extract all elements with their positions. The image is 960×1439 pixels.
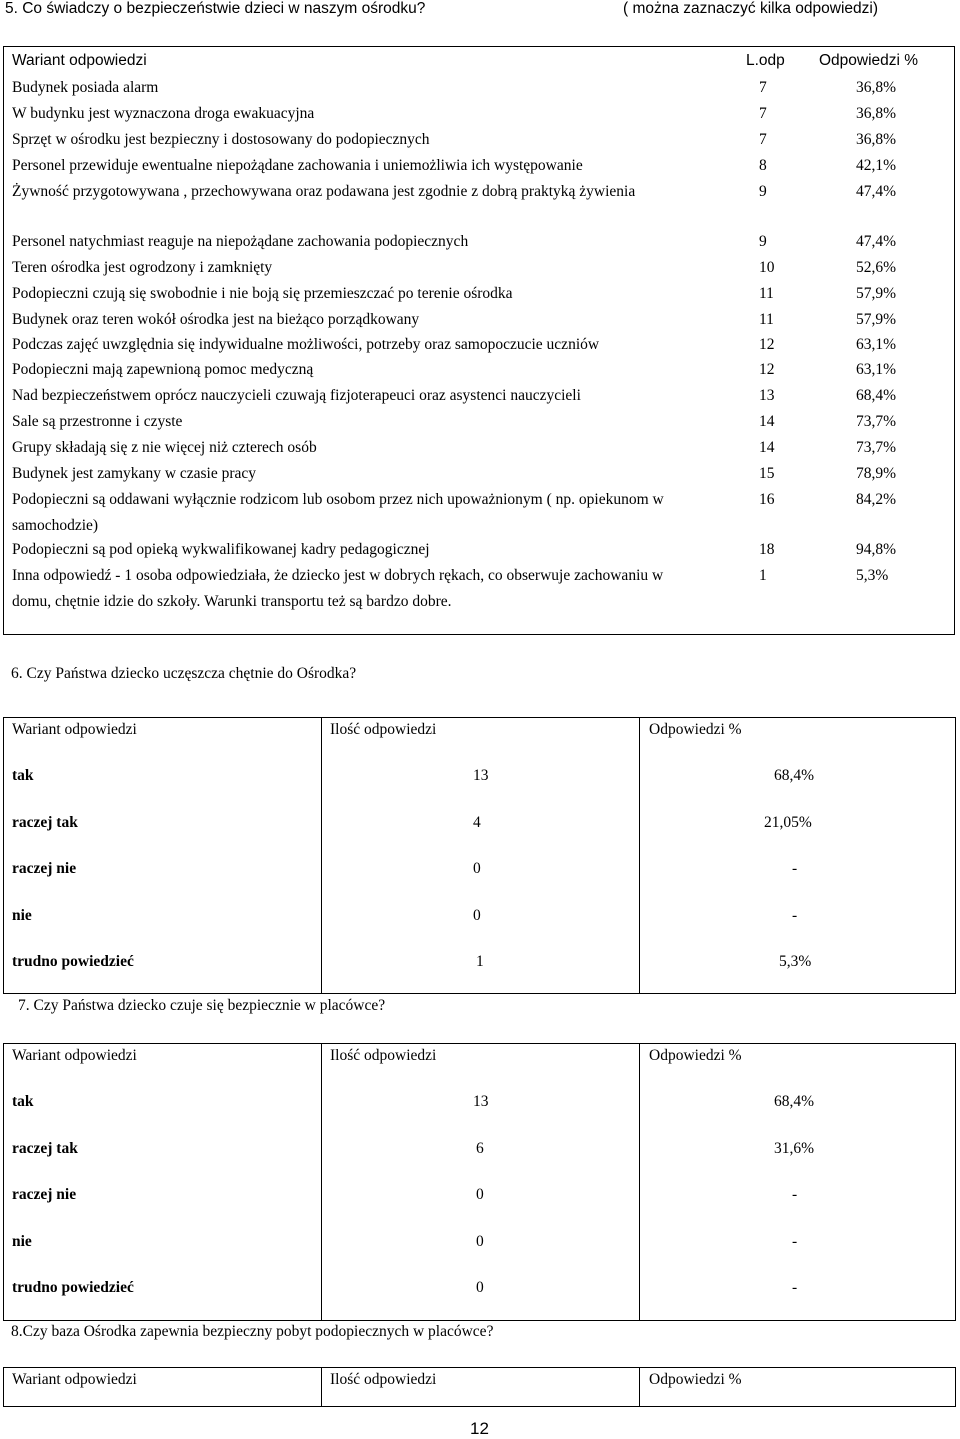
column-divider xyxy=(321,1368,322,1406)
row-variant: Personel natychmiast reaguje na niepożądane zachowania podopiecznych xyxy=(12,233,469,250)
column-divider xyxy=(321,718,322,993)
row-count: 11 xyxy=(759,285,774,302)
row-variant: Podopieczni są oddawani wyłącznie rodzicom lub osobom przez nich upoważnionym ( np. opiekunom w samochodzie) xyxy=(12,491,664,534)
row-percent: - xyxy=(792,1186,798,1203)
row-percent: - xyxy=(792,1279,798,1296)
row-variant: nie xyxy=(12,907,32,924)
row-variant: Sprzęt w ośrodku jest bezpieczny i dostosowany do podopiecznych xyxy=(12,131,430,148)
row-percent: 36,8% xyxy=(856,105,897,122)
header-count: Ilość odpowiedzi xyxy=(330,721,437,738)
q7-table xyxy=(3,1043,956,1321)
row-variant: Budynek jest zamykany w czasie pracy xyxy=(12,465,257,482)
row-count: 12 xyxy=(759,361,775,378)
row-percent: 42,1% xyxy=(856,157,897,174)
row-variant: Inna odpowiedź - 1 osoba odpowiedziała, że dziecko jest w dobrych rękach, co obserwuje zachowaniu w domu, chętnie idzie do szkoły. Warunki transportu też są bardzo dobre. xyxy=(12,567,664,610)
row-percent: 78,9% xyxy=(856,465,897,482)
row-count: 0 xyxy=(476,1186,484,1203)
header-count: Ilość odpowiedzi xyxy=(330,1047,437,1064)
row-percent: - xyxy=(792,1233,798,1250)
row-variant: raczej tak xyxy=(12,1140,78,1157)
row-percent: 84,2% xyxy=(856,491,897,508)
row-variant: W budynku jest wyznaczona droga ewakuacyjna xyxy=(12,105,315,122)
row-count: 8 xyxy=(759,157,767,174)
row-percent: 68,4% xyxy=(856,387,897,404)
q6-title: 6. Czy Państwa dziecko uczęszcza chętnie do Ośrodka? xyxy=(11,665,357,682)
row-percent: 31,6% xyxy=(774,1140,815,1157)
row-variant: Sale są przestronne i czyste xyxy=(12,413,183,430)
row-percent: 36,8% xyxy=(856,131,897,148)
column-divider xyxy=(321,1044,322,1320)
row-percent: 94,8% xyxy=(856,541,897,558)
row-percent: 52,6% xyxy=(856,259,897,276)
row-variant: Podczas zajęć uwzględnia się indywidualne możliwości, potrzeby oraz samopoczucie uczniów xyxy=(12,336,600,353)
header-count: L.odp xyxy=(746,52,785,69)
row-count: 13 xyxy=(473,1093,489,1110)
row-variant: tak xyxy=(12,1093,34,1110)
row-count: 0 xyxy=(476,1233,484,1250)
row-variant: Żywność przygotowywana , przechowywana oraz podawana jest zgodnie z dobrą praktyką żywienia xyxy=(12,183,636,200)
column-divider xyxy=(639,718,640,993)
row-count: 6 xyxy=(476,1140,484,1157)
header-variant: Wariant odpowiedzi xyxy=(12,721,137,738)
row-variant: trudno powiedzieć xyxy=(12,1279,134,1296)
row-count: 12 xyxy=(759,336,775,353)
row-count: 4 xyxy=(473,814,481,831)
q8-title: 8.Czy baza Ośrodka zapewnia bezpieczny pobyt podopiecznych w placówce? xyxy=(11,1323,494,1340)
q7-title: 7. Czy Państwa dziecko czuje się bezpiecznie w placówce? xyxy=(18,997,386,1014)
row-variant: raczej nie xyxy=(12,1186,77,1203)
row-percent: 47,4% xyxy=(856,233,897,250)
row-percent: 5,3% xyxy=(856,567,889,584)
row-count: 0 xyxy=(473,907,481,924)
row-count: 13 xyxy=(759,387,775,404)
q5-table xyxy=(3,46,955,635)
row-count: 0 xyxy=(476,1279,484,1296)
row-variant: Grupy składają się z nie więcej niż czterech osób xyxy=(12,439,317,456)
row-variant: tak xyxy=(12,767,34,784)
row-percent: 47,4% xyxy=(856,183,897,200)
header-percent: Odpowiedzi % xyxy=(649,1371,742,1388)
row-percent: 36,8% xyxy=(856,79,897,96)
row-count: 9 xyxy=(759,233,767,250)
row-percent: 68,4% xyxy=(774,767,815,784)
row-count: 10 xyxy=(759,259,775,276)
column-divider xyxy=(639,1044,640,1320)
row-count: 9 xyxy=(759,183,767,200)
row-count: 18 xyxy=(759,541,775,558)
q5-note: ( można zaznaczyć kilka odpowiedzi) xyxy=(623,0,878,17)
row-variant: Podopieczni są pod opieką wykwalifikowanej kadry pedagogicznej xyxy=(12,541,430,558)
row-variant: raczej nie xyxy=(12,860,77,877)
row-count: 0 xyxy=(473,860,481,877)
row-variant: nie xyxy=(12,1233,32,1250)
header-variant: Wariant odpowiedzi xyxy=(12,1371,137,1388)
header-percent: Odpowiedzi % xyxy=(819,52,919,69)
row-variant: Nad bezpieczeństwem oprócz nauczycieli czuwają fizjoterapeuci oraz asystenci nauczycieli xyxy=(12,387,581,404)
row-percent: 5,3% xyxy=(779,953,812,970)
row-variant: raczej tak xyxy=(12,814,78,831)
row-count: 1 xyxy=(759,567,767,584)
row-percent: 57,9% xyxy=(856,311,897,328)
row-count: 14 xyxy=(759,413,775,430)
header-percent: Odpowiedzi % xyxy=(649,1047,742,1064)
row-count: 7 xyxy=(759,79,767,96)
row-variant: Budynek posiada alarm xyxy=(12,79,159,96)
header-count: Ilość odpowiedzi xyxy=(330,1371,437,1388)
row-count: 13 xyxy=(473,767,489,784)
row-variant: Podopieczni mają zapewnioną pomoc medyczną xyxy=(12,361,314,378)
row-count: 7 xyxy=(759,131,767,148)
column-divider xyxy=(639,1368,640,1406)
row-variant: trudno powiedzieć xyxy=(12,953,134,970)
row-percent: 57,9% xyxy=(856,285,897,302)
page-number: 12 xyxy=(470,1419,489,1438)
q8-table xyxy=(3,1367,956,1407)
row-count: 15 xyxy=(759,465,775,482)
q5-title: 5. Co świadczy o bezpieczeństwie dzieci w naszym ośrodku? xyxy=(5,0,426,17)
row-percent: 68,4% xyxy=(774,1093,815,1110)
row-percent: 73,7% xyxy=(856,439,897,456)
row-count: 7 xyxy=(759,105,767,122)
header-variant: Wariant odpowiedzi xyxy=(12,52,147,69)
row-variant: Podopieczni czują się swobodnie i nie boją się przemieszczać po terenie ośrodka xyxy=(12,285,513,302)
row-percent: - xyxy=(792,860,798,877)
row-variant: Teren ośrodka jest ogrodzony i zamknięty xyxy=(12,259,273,276)
row-variant: Budynek oraz teren wokół ośrodka jest na bieżąco porządkowany xyxy=(12,311,420,328)
row-percent: - xyxy=(792,907,798,924)
q6-table xyxy=(3,717,956,994)
header-variant: Wariant odpowiedzi xyxy=(12,1047,137,1064)
row-percent: 21,05% xyxy=(764,814,812,831)
header-percent: Odpowiedzi % xyxy=(649,721,742,738)
row-count: 1 xyxy=(476,953,484,970)
row-count: 16 xyxy=(759,491,775,508)
row-count: 11 xyxy=(759,311,774,328)
row-count: 14 xyxy=(759,439,775,456)
row-variant: Personel przewiduje ewentualne niepożądane zachowania i uniemożliwia ich występowanie xyxy=(12,157,583,174)
row-percent: 63,1% xyxy=(856,361,897,378)
row-percent: 63,1% xyxy=(856,336,897,353)
row-percent: 73,7% xyxy=(856,413,897,430)
